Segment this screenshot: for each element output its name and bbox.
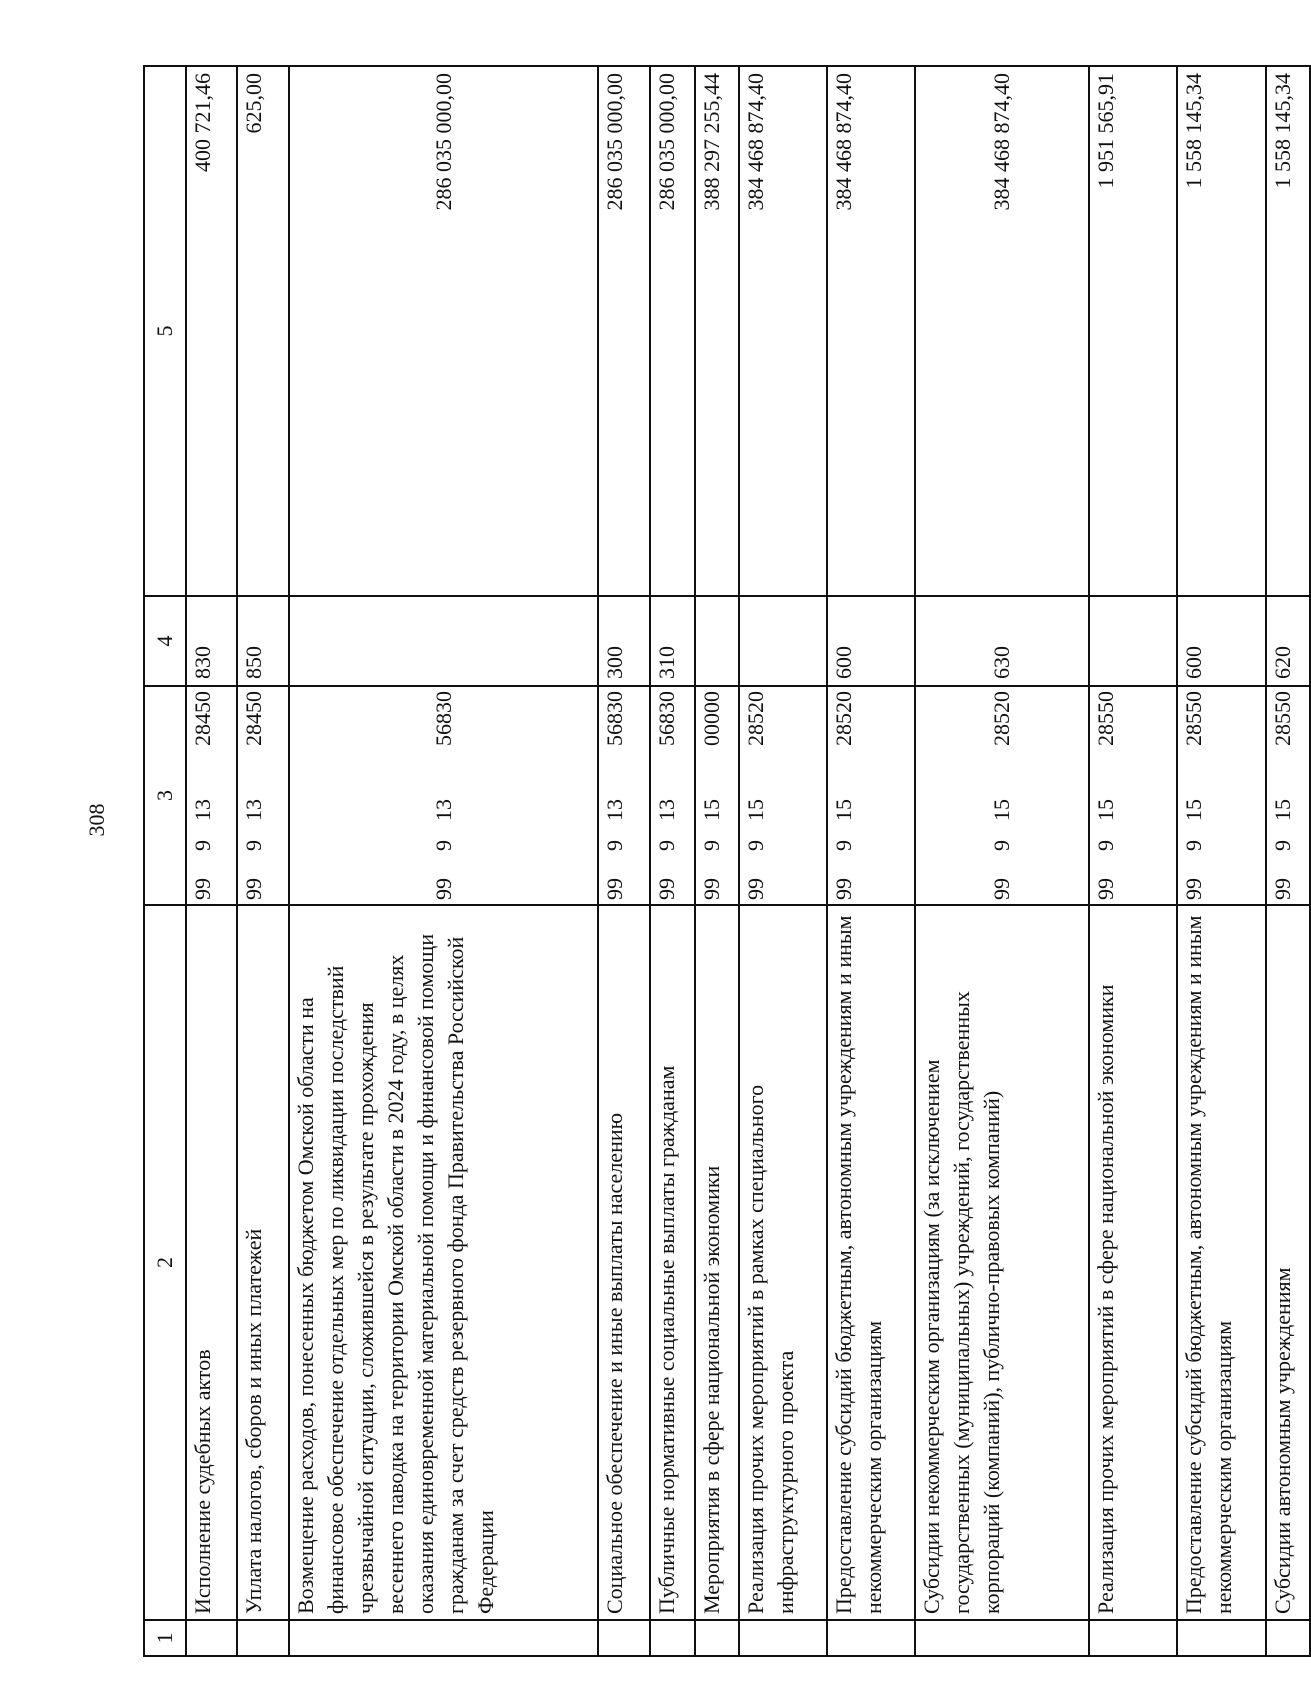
row-name-cell: Реализация прочих мероприятий в сфере национальной экономики [1089,905,1177,1620]
code-part-event: 13 [598,781,650,823]
row-name-cell: Исполнение судебных актов [186,905,238,1620]
amount-cell: 1 558 145,34 [1266,66,1310,596]
row-name-cell: Мероприятия в сфере национальной экономики [695,905,739,1620]
row-number-cell [237,1620,289,1656]
code-part-subprogram: 9 [598,823,650,853]
code-part-event: 15 [695,781,739,823]
expense-type-cell [289,596,598,686]
code-part-program: 99 [695,853,739,905]
row-number-cell [739,1620,827,1656]
code-part-program: 99 [650,853,694,905]
code-part-program: 99 [289,853,598,905]
code-part-direction: 56830 [598,686,650,781]
code-part-event: 13 [289,781,598,823]
row-name-cell: Реализация прочих мероприятий в рамках специального инфраструктурного проекта [739,905,827,1620]
code-part-subprogram: 9 [1089,823,1177,853]
table-row [289,66,598,1656]
table-row [1266,66,1310,1656]
expense-type-cell: 300 [598,596,650,686]
budget-table [143,65,1311,1657]
code-part-program: 99 [186,853,238,905]
code-part-direction: 00000 [695,686,739,781]
row-number-cell [186,1620,238,1656]
code-part-event: 15 [1089,781,1177,823]
table-row [827,66,915,1656]
row-number-cell [827,1620,915,1656]
code-part-subprogram: 9 [1177,823,1265,853]
amount-cell: 286 035 000,00 [598,66,650,596]
row-number-cell [1266,1620,1310,1656]
code-part-subprogram: 9 [650,823,694,853]
row-name-cell: Субсидии автономным учреждениям [1266,905,1310,1620]
row-number-cell [695,1620,739,1656]
code-part-direction: 28520 [827,686,915,781]
expense-type-cell: 830 [186,596,238,686]
code-part-subprogram: 9 [186,823,238,853]
code-part-event: 15 [1177,781,1265,823]
expense-type-cell [695,596,739,686]
expense-type-cell: 620 [1266,596,1310,686]
code-part-subprogram: 9 [827,823,915,853]
table-row [650,66,694,1656]
code-part-event: 15 [915,781,1089,823]
expense-type-cell: 310 [650,596,694,686]
expense-type-cell [1089,596,1177,686]
row-number-cell [289,1620,598,1656]
table-row [1089,66,1177,1656]
code-part-direction: 28450 [186,686,238,781]
amount-cell: 1 558 145,34 [1177,66,1265,596]
code-part-event: 13 [186,781,238,823]
amount-cell: 384 468 874,40 [827,66,915,596]
row-number-cell [598,1620,650,1656]
code-part-program: 99 [1177,853,1265,905]
row-name-cell: Публичные нормативные социальные выплаты гражданам [650,905,694,1620]
code-part-direction: 28550 [1089,686,1177,781]
code-part-program: 99 [1266,853,1310,905]
code-part-direction: 28550 [1266,686,1310,781]
code-part-subprogram: 9 [237,823,289,853]
expense-type-cell [739,596,827,686]
table-row [598,66,650,1656]
table-row [186,66,238,1656]
row-name-cell: Предоставление субсидий бюджетным, автономным учреждениям и иным некоммерческим организациям [827,905,915,1620]
row-name-cell: Социальное обеспечение и иные выплаты населению [598,905,650,1620]
code-part-subprogram: 9 [695,823,739,853]
row-name-cell: Субсидии некоммерческим организациям (за исключением государственных (муниципальных) учреждений, государственных корпораций (компаний), публично-правовых компаний) [915,905,1089,1620]
code-part-subprogram: 9 [739,823,827,853]
header-col-1: 1 [144,1620,186,1656]
row-name-cell: Уплата налогов, сборов и иных платежей [237,905,289,1620]
amount-cell: 625,00 [237,66,289,596]
code-part-event: 15 [827,781,915,823]
amount-cell: 384 468 874,40 [739,66,827,596]
code-part-program: 99 [739,853,827,905]
header-col-3: 3 [144,686,186,905]
code-part-program: 99 [915,853,1089,905]
code-part-program: 99 [1089,853,1177,905]
code-part-direction: 28520 [739,686,827,781]
amount-cell: 1 951 565,91 [1089,66,1177,596]
expense-type-cell: 600 [1177,596,1265,686]
code-part-event: 13 [237,781,289,823]
code-part-direction: 56830 [289,686,598,781]
code-part-subprogram: 9 [1266,823,1310,853]
row-number-cell [650,1620,694,1656]
row-name-cell: Предоставление субсидий бюджетным, автономным учреждениям и иным некоммерческим организациям [1177,905,1265,1620]
expense-type-cell: 630 [915,596,1089,686]
amount-cell: 400 721,46 [186,66,238,596]
amount-cell: 286 035 000,00 [650,66,694,596]
header-col-5: 5 [144,66,186,596]
code-part-event: 15 [739,781,827,823]
header-col-2: 2 [144,905,186,1620]
row-number-cell [1177,1620,1265,1656]
row-number-cell [915,1620,1089,1656]
code-part-event: 13 [650,781,694,823]
code-part-subprogram: 9 [289,823,598,853]
code-part-direction: 28550 [1177,686,1265,781]
code-part-event: 15 [1266,781,1310,823]
table-row [695,66,739,1656]
code-part-program: 99 [237,853,289,905]
expense-type-cell: 850 [237,596,289,686]
code-part-direction: 56830 [650,686,694,781]
budget-table-rotated-container [143,67,1311,1657]
table-row [915,66,1089,1656]
amount-cell: 388 297 255,44 [695,66,739,596]
code-part-program: 99 [598,853,650,905]
table-row [237,66,289,1656]
row-number-cell [1089,1620,1177,1656]
code-part-program: 99 [827,853,915,905]
code-part-direction: 28450 [237,686,289,781]
table-row [739,66,827,1656]
page-number: 308 [84,803,109,837]
amount-cell: 286 035 000,00 [289,66,598,596]
row-name-cell: Возмещение расходов, понесенных бюджетом Омской области на финансовое обеспечение отдельных мер по ликвидации последствий чрезвычайной ситуации, сложившейся в результате прохождения весеннего паводка на территории Омской области в 2024 году, в целях оказания единовременной материальной помощи и финансовой помощи гражданам за счет средств резервного фонда Правительства Российской Федерации [289,905,598,1620]
code-part-subprogram: 9 [915,823,1089,853]
code-part-direction: 28520 [915,686,1089,781]
header-col-4: 4 [144,596,186,686]
table-row [1177,66,1265,1656]
header-row [144,66,186,1656]
amount-cell: 384 468 874,40 [915,66,1089,596]
expense-type-cell: 600 [827,596,915,686]
